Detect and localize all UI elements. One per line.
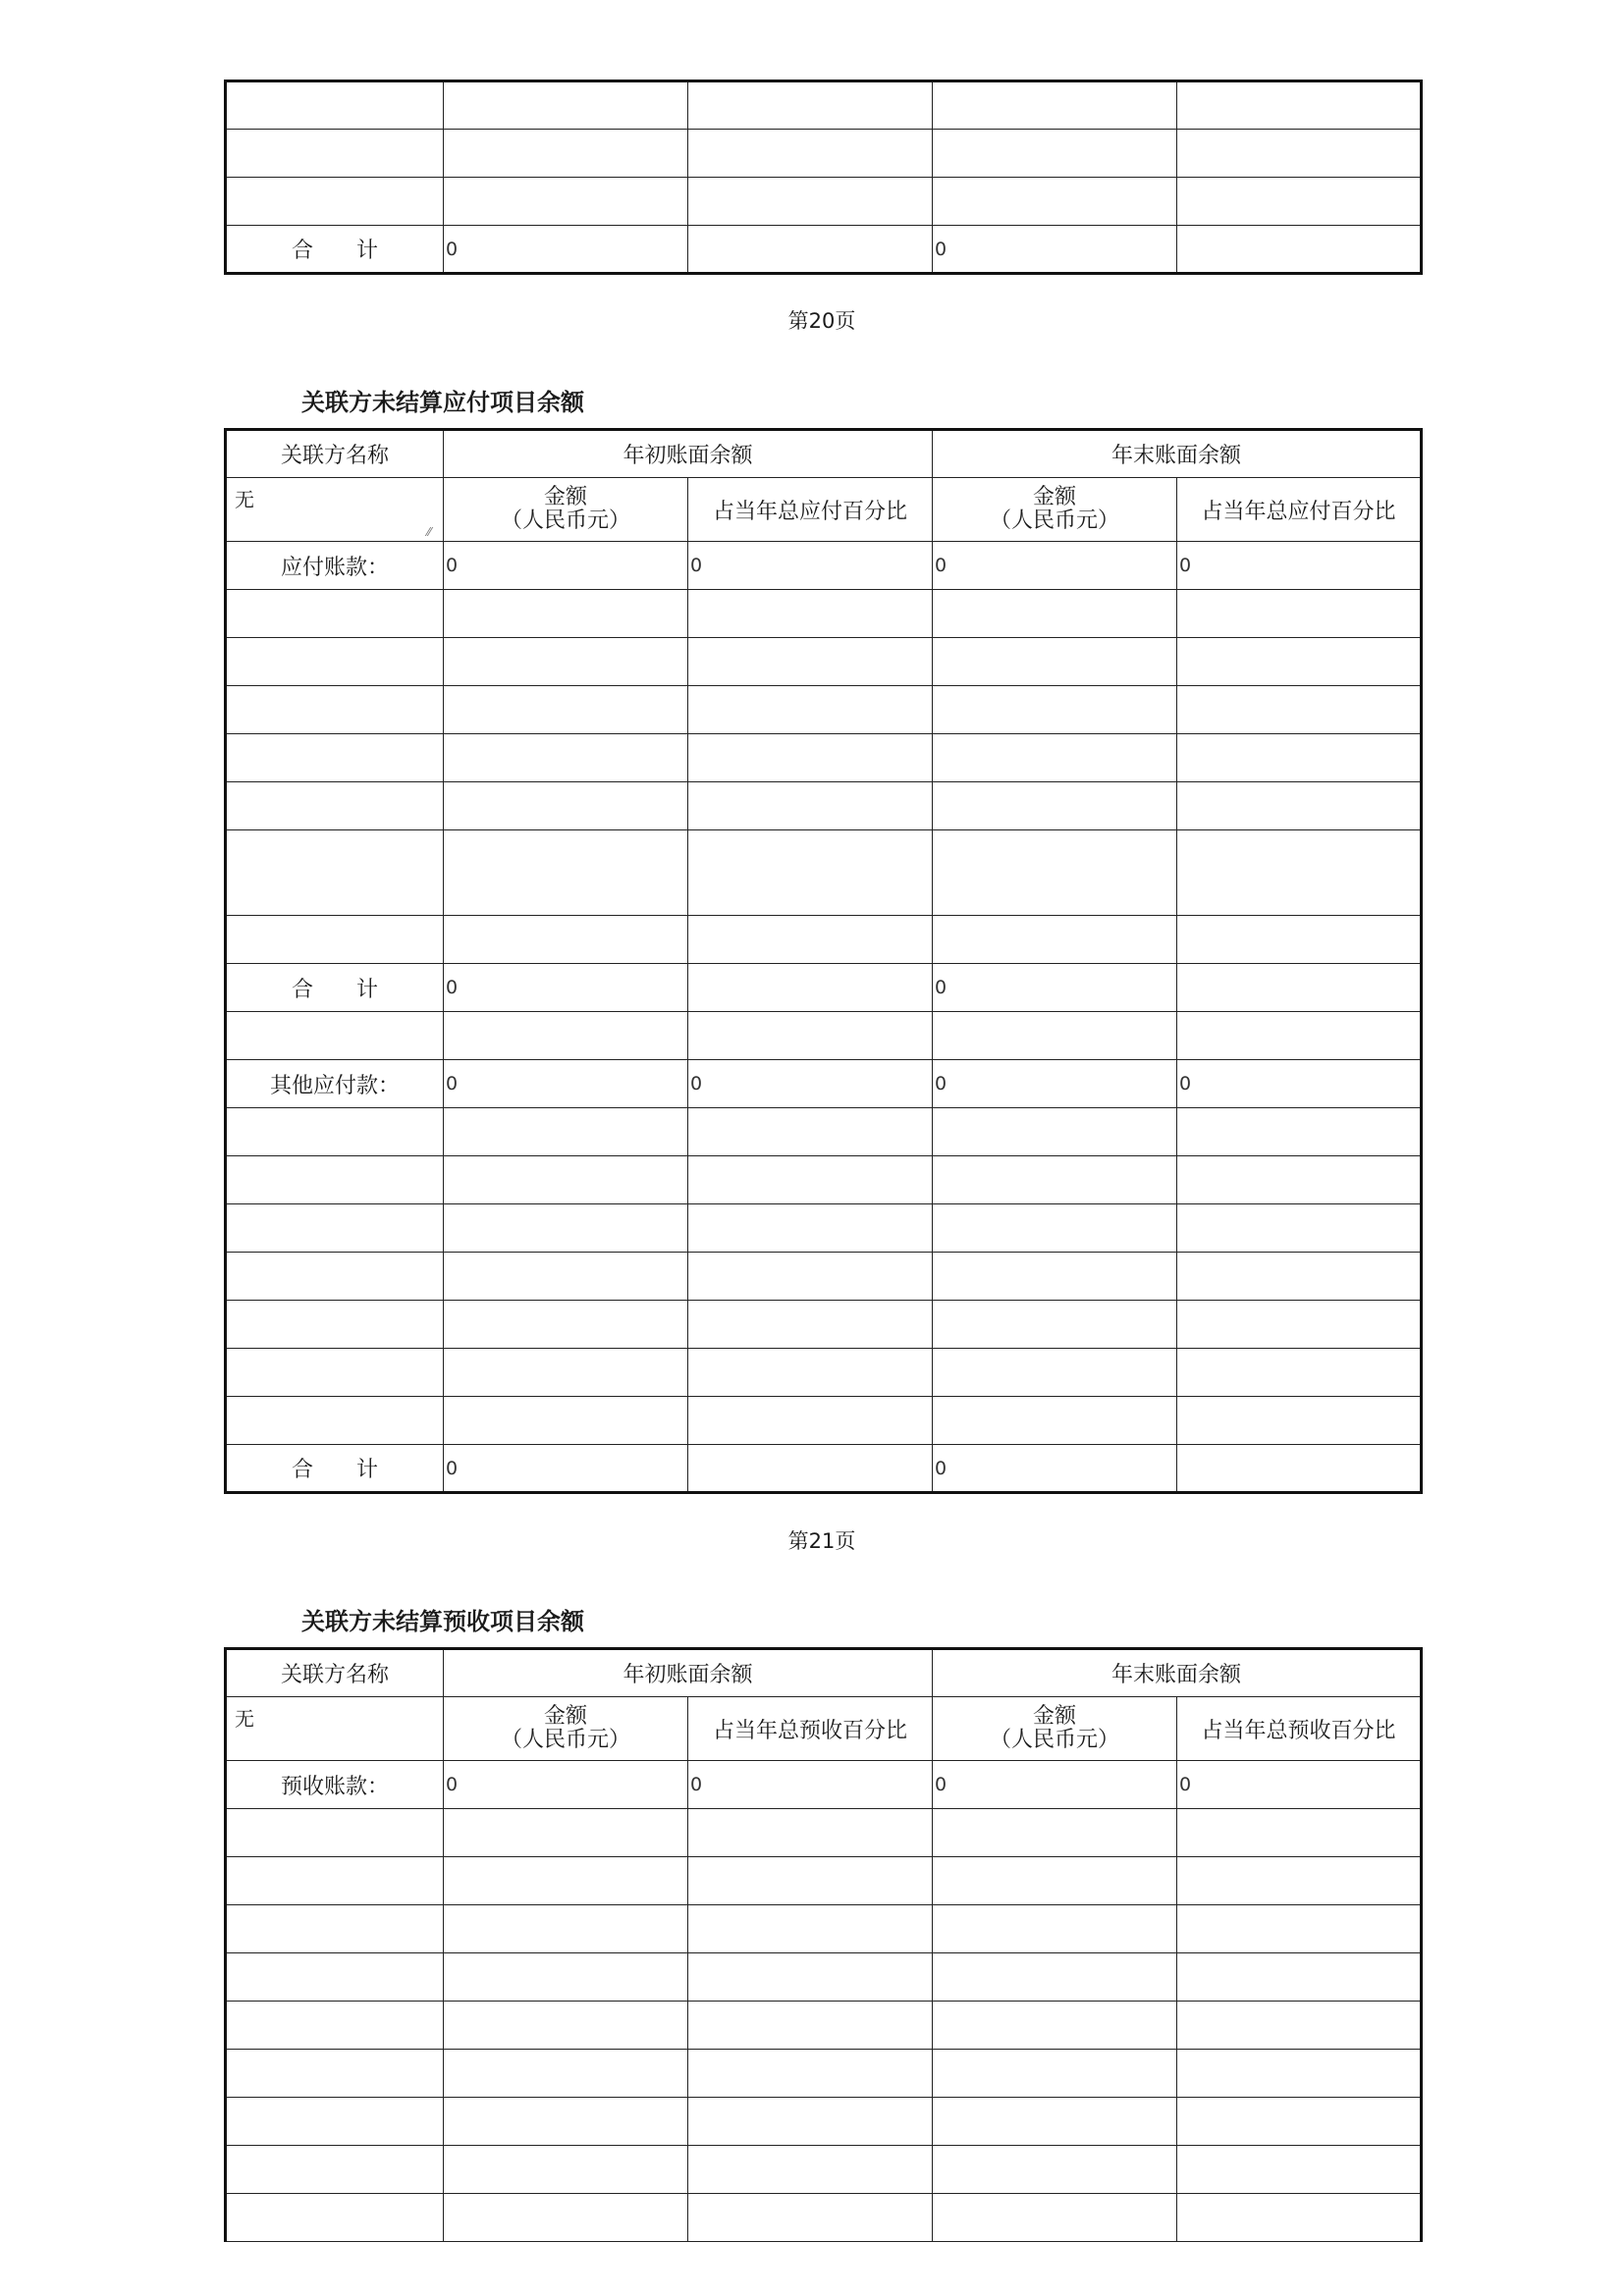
cell-value: 0 bbox=[688, 1060, 933, 1108]
total-value bbox=[1177, 226, 1422, 274]
subheader-row bbox=[226, 478, 1422, 542]
table-row bbox=[226, 1012, 1422, 1060]
table-row bbox=[226, 2098, 1422, 2146]
table-row bbox=[226, 2002, 1422, 2050]
table-row bbox=[226, 638, 1422, 686]
column-group-end: 年末账面余额 bbox=[933, 430, 1422, 478]
accounts-payable-row bbox=[226, 542, 1422, 590]
table-row bbox=[226, 1905, 1422, 1953]
total-value bbox=[1177, 964, 1422, 1012]
total-label: 合 计 bbox=[226, 964, 444, 1012]
subheader-row bbox=[226, 1697, 1422, 1761]
page-number: 第20页 bbox=[787, 309, 856, 333]
table-row bbox=[226, 916, 1422, 964]
table-row bbox=[226, 130, 1422, 178]
total-value bbox=[688, 964, 933, 1012]
total-value: 0 bbox=[933, 226, 1177, 274]
cell-value: 0 bbox=[933, 1060, 1177, 1108]
cell-value: 0 bbox=[933, 1761, 1177, 1809]
currency-label: （人民币元） bbox=[500, 508, 630, 533]
section-title-payable: 关联方未结算应付项目余额 bbox=[301, 388, 584, 416]
none-text: 无 bbox=[235, 488, 254, 511]
ratio-header: 占当年总预收百分比 bbox=[688, 1697, 933, 1761]
column-group-begin: 年初账面余额 bbox=[444, 430, 933, 478]
table-row bbox=[226, 2050, 1422, 2098]
total-row bbox=[226, 964, 1422, 1012]
cell-value: 0 bbox=[688, 542, 933, 590]
total-value: 0 bbox=[444, 1445, 688, 1493]
cell-value: 0 bbox=[1177, 1761, 1422, 1809]
total-value: 0 bbox=[444, 964, 688, 1012]
ratio-header: 占当年总预收百分比 bbox=[1177, 1697, 1422, 1761]
currency-label: （人民币元） bbox=[990, 1728, 1120, 1752]
cell-value: 0 bbox=[444, 1761, 688, 1809]
advance-row bbox=[226, 1761, 1422, 1809]
page-number: 第21页 bbox=[787, 1529, 856, 1553]
cell-value: 0 bbox=[933, 542, 1177, 590]
table-row bbox=[226, 1253, 1422, 1301]
none-cell bbox=[226, 1697, 444, 1761]
ratio-header: 占当年总应付百分比 bbox=[1177, 478, 1422, 542]
table-row bbox=[226, 1156, 1422, 1204]
cell-value: 0 bbox=[688, 1761, 933, 1809]
table-row bbox=[226, 782, 1422, 830]
amount-header bbox=[933, 478, 1177, 542]
column-group-begin: 年初账面余额 bbox=[444, 1649, 933, 1697]
table-row bbox=[226, 1108, 1422, 1156]
none-text: 无 bbox=[235, 1707, 254, 1731]
amount-header bbox=[933, 1697, 1177, 1761]
column-header-name: 关联方名称 bbox=[226, 1649, 444, 1697]
other-payable-row bbox=[226, 1060, 1422, 1108]
table-row bbox=[226, 1857, 1422, 1905]
table-row bbox=[226, 686, 1422, 734]
amount-label: 金额 bbox=[1033, 485, 1077, 509]
table-row bbox=[226, 734, 1422, 782]
amount-label: 金额 bbox=[1033, 1704, 1077, 1729]
table-row bbox=[226, 81, 1422, 130]
none-cell bbox=[226, 478, 444, 542]
cell-value: 0 bbox=[444, 542, 688, 590]
payable-table bbox=[224, 428, 1423, 1494]
cell-value: 0 bbox=[444, 1060, 688, 1108]
table-row bbox=[226, 1349, 1422, 1397]
table-row bbox=[226, 590, 1422, 638]
total-label: 合 计 bbox=[226, 1445, 444, 1493]
table-row bbox=[226, 2146, 1422, 2194]
cell-value: 0 bbox=[1177, 1060, 1422, 1108]
table-row bbox=[226, 1301, 1422, 1349]
column-group-end: 年末账面余额 bbox=[933, 1649, 1422, 1697]
table-row bbox=[226, 178, 1422, 226]
table-row bbox=[226, 1809, 1422, 1857]
table-row bbox=[226, 2194, 1422, 2242]
ratio-header: 占当年总应付百分比 bbox=[688, 478, 933, 542]
table-row bbox=[226, 1204, 1422, 1253]
total-value bbox=[688, 226, 933, 274]
top-table bbox=[224, 80, 1423, 275]
section-title-advance: 关联方未结算预收项目余额 bbox=[301, 1607, 584, 1635]
currency-label: （人民币元） bbox=[500, 1728, 630, 1752]
total-value: 0 bbox=[933, 1445, 1177, 1493]
total-row bbox=[226, 226, 1422, 274]
table-row bbox=[226, 830, 1422, 916]
cell-value: 0 bbox=[1177, 542, 1422, 590]
table-row bbox=[226, 1953, 1422, 2002]
advance-table bbox=[224, 1647, 1423, 2242]
resize-handle-icon: ⁄⁄ bbox=[427, 525, 432, 539]
header-row bbox=[226, 430, 1422, 478]
currency-label: （人民币元） bbox=[990, 508, 1120, 533]
table-row bbox=[226, 1397, 1422, 1445]
amount-header bbox=[444, 1697, 688, 1761]
total-label: 合 计 bbox=[226, 226, 444, 274]
total-value: 0 bbox=[444, 226, 688, 274]
total-value: 0 bbox=[933, 964, 1177, 1012]
total-value bbox=[688, 1445, 933, 1493]
row-label: 预收账款： bbox=[226, 1761, 444, 1809]
total-value bbox=[1177, 1445, 1422, 1493]
row-label: 应付账款： bbox=[226, 542, 444, 590]
amount-label: 金额 bbox=[543, 1704, 587, 1729]
amount-header bbox=[444, 478, 688, 542]
column-header-name: 关联方名称 bbox=[226, 430, 444, 478]
total-row bbox=[226, 1445, 1422, 1493]
header-row bbox=[226, 1649, 1422, 1697]
amount-label: 金额 bbox=[543, 485, 587, 509]
row-label: 其他应付款： bbox=[226, 1060, 444, 1108]
